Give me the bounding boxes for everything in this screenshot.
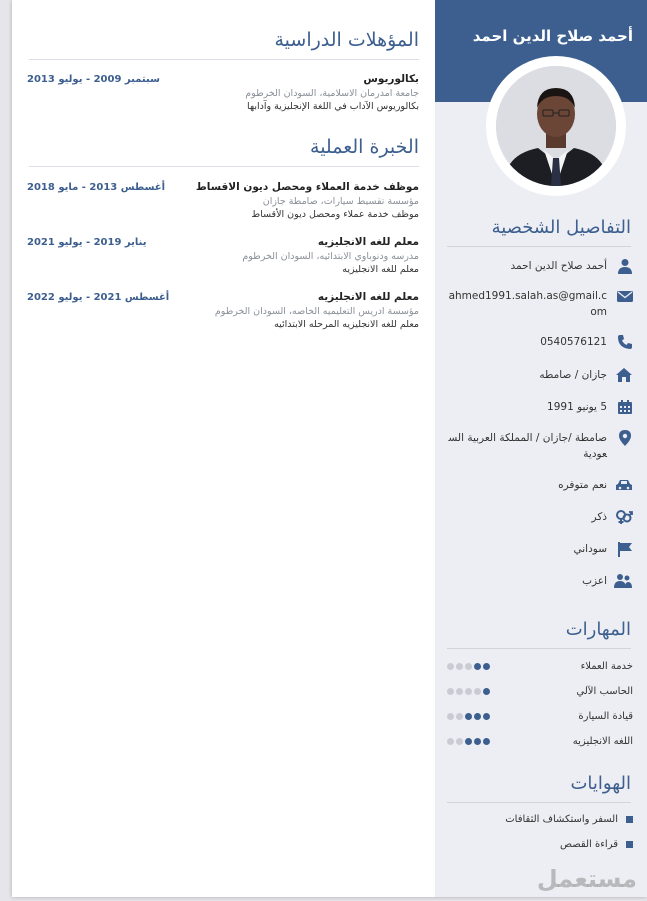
skill-level-dot [456, 688, 463, 695]
users-icon [615, 573, 633, 589]
entry-title: بكالوريوس [363, 73, 419, 85]
profile-photo [496, 66, 616, 186]
skill-row [447, 659, 633, 673]
hobby-item [447, 814, 633, 825]
skill-level-dot [483, 738, 490, 745]
entry-organization: مؤسسة ادريس التعليميه الخاصه، السودان الخرطوم [214, 306, 419, 317]
skill-level-dot [474, 663, 481, 670]
entry-date: أغسطس 2021 - يوليو 2022 [27, 292, 170, 303]
detail-location: صامطة /جازان / المملكة العربية السعودية [447, 430, 633, 462]
entry-date: يناير 2019 - يوليو 2021 [27, 237, 147, 248]
candidate-name: أحمد صلاح الدين احمد [472, 27, 633, 45]
hobbies-heading: الهوايات [447, 773, 631, 803]
skill-level-dot [483, 688, 490, 695]
experience-entry [27, 181, 419, 220]
calendar-icon [615, 399, 633, 415]
skill-level-dot [483, 663, 490, 670]
sidebar [435, 0, 647, 897]
entry-description: موظف خدمة عملاء ومحصل ديون الأقساط [251, 209, 419, 220]
detail-nationality: سوداني [447, 541, 633, 557]
skill-level-dot [447, 738, 454, 745]
detail-email: ahmed1991.salah.as@gmail.com [447, 288, 633, 320]
skill-level-dot [483, 713, 490, 720]
entry-description: معلم للغه الانجليزيه [342, 264, 419, 275]
flag-icon [615, 541, 633, 557]
skill-level-dot [447, 713, 454, 720]
skill-level-dots [447, 663, 490, 670]
envelope-icon [615, 288, 633, 304]
skill-row [447, 684, 633, 698]
entry-description: معلم للغه الانجليزيه المرحله الابتدائيه [274, 319, 419, 330]
detail-phone: 0540576121 [447, 334, 633, 350]
bullet-square-icon [626, 841, 633, 848]
home-icon [615, 367, 633, 383]
skill-level-dot [447, 688, 454, 695]
skill-row [447, 709, 633, 723]
skill-level-dot [465, 713, 472, 720]
entry-date: سبتمبر 2009 - يوليو 2013 [27, 74, 160, 85]
detail-name: أحمد صلاح الدين احمد [447, 258, 633, 274]
skill-level-dot [465, 688, 472, 695]
education-heading: المؤهلات الدراسية [29, 29, 419, 60]
entry-title: معلم للغه الانجليزيه [317, 291, 419, 303]
person-portrait-icon [496, 66, 616, 186]
entry-organization: جامعة امدرمان الاسلامية، السودان الخرطوم [245, 88, 419, 99]
hobby-label: السفر واستكشاف الثقافات [505, 814, 618, 825]
detail-birthdate: 5 يونيو 1991 [447, 399, 633, 415]
bullet-square-icon [626, 816, 633, 823]
gender-icon [615, 509, 633, 525]
entry-date: أغسطس 2013 - مايو 2018 [27, 182, 166, 193]
detail-gender: ذكر [447, 509, 633, 525]
hobby-item [447, 839, 633, 850]
skill-level-dot [474, 713, 481, 720]
car-icon [615, 477, 633, 493]
entry-organization: مؤسسة تقسيط سيارات، صامطة جازان [262, 196, 419, 207]
education-entry [27, 73, 419, 112]
detail-marital-status: اعزب [447, 573, 633, 589]
skill-level-dots [447, 713, 490, 720]
watermark-logo: مستعمل [536, 865, 637, 893]
detail-address: جازان / صامطه [447, 367, 633, 383]
profile-photo-frame [486, 56, 626, 196]
detail-car: نعم متوفره [447, 477, 633, 493]
skill-level-dots [447, 738, 490, 745]
skill-label: خدمة العملاء [580, 660, 633, 672]
skill-level-dot [474, 738, 481, 745]
location-pin-icon [615, 430, 633, 446]
skill-level-dot [456, 663, 463, 670]
skill-label: قيادة السيارة [578, 710, 633, 722]
skill-level-dot [465, 663, 472, 670]
experience-entry [27, 291, 419, 330]
skill-level-dot [456, 713, 463, 720]
experience-entry [27, 236, 419, 275]
entry-title: موظف خدمة العملاء ومحصل ديون الاقساط [195, 181, 419, 193]
skill-row [447, 734, 633, 748]
skill-level-dot [474, 688, 481, 695]
hobby-label: قراءة القصص [559, 839, 618, 850]
phone-icon [615, 334, 633, 350]
resume-page [12, 0, 647, 897]
entry-description: بكالوريوس الآداب في اللغة الإنجليزية وآدابها [247, 101, 419, 112]
skills-heading: المهارات [447, 619, 631, 649]
entry-organization: مدرسه ودنوباوي الابتدائيه، السودان الخرطوم [242, 251, 419, 262]
skill-level-dot [465, 738, 472, 745]
personal-details-heading: التفاصيل الشخصية [447, 217, 631, 247]
entry-title: معلم للغه الانجليزيه [317, 236, 419, 248]
skill-level-dots [447, 688, 490, 695]
experience-heading: الخبرة العملية [29, 136, 419, 167]
user-icon [615, 258, 633, 274]
skill-label: الحاسب الآلي [576, 685, 633, 697]
skill-level-dot [456, 738, 463, 745]
skill-label: اللغه الانجليزيه [572, 735, 633, 747]
skill-level-dot [447, 663, 454, 670]
